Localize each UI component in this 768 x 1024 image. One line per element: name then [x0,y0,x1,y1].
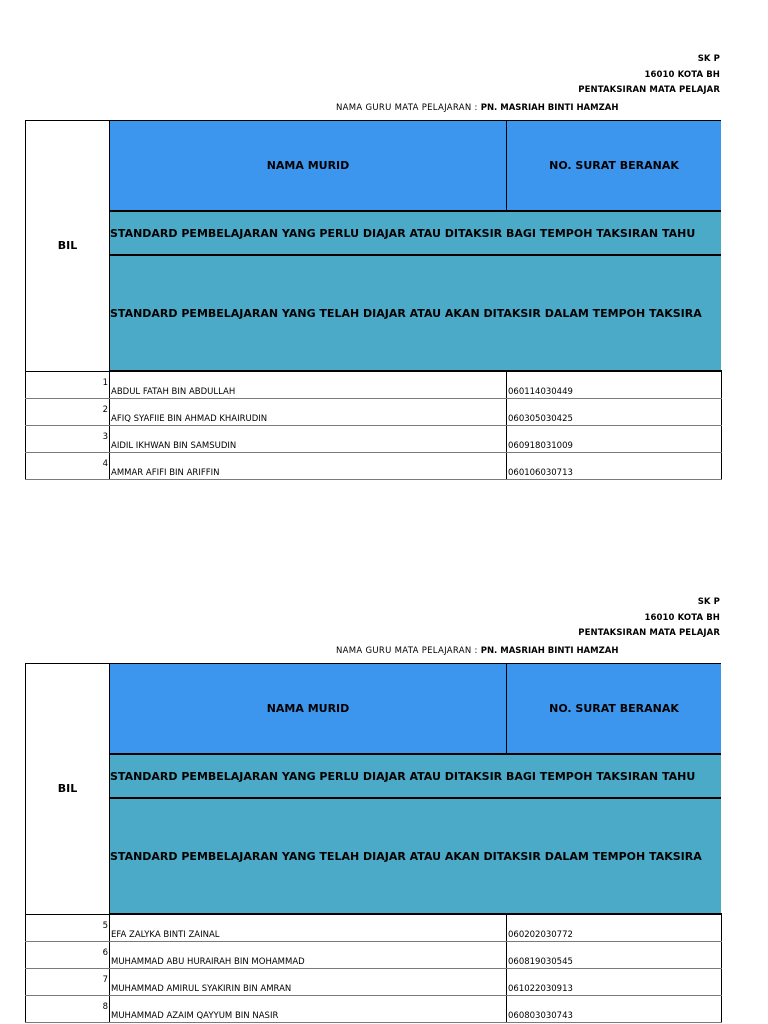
table-row[interactable] [26,942,722,969]
student-name-cell[interactable] [110,996,507,1023]
birth-cert-number: 060803030743 [508,1011,573,1021]
student-name-cell[interactable] [110,426,507,453]
birth-cert-cell[interactable] [507,969,722,996]
header-row [26,121,722,212]
standard-required-row [26,754,722,798]
birth-cert-number: 060918031009 [508,441,573,451]
standard-taught-row [26,798,722,914]
assessment-title: PENTAKSIRAN MATA PELAJAR [578,628,720,638]
row-number-cell[interactable] [26,996,110,1023]
teacher-label: NAMA GURU MATA PELAJARAN : [336,646,481,656]
standard-taught-row [26,255,722,371]
header-row [26,664,722,755]
school-name: SK P [697,597,720,607]
assessment-section-1 [0,0,768,500]
row-number: 1 [102,378,108,388]
school-address: 16010 KOTA BH [644,613,720,623]
table-row[interactable] [26,399,722,426]
column-header-bil: BIL [26,664,110,915]
column-header-surat-beranak: NO. SURAT BERANAK [507,121,722,212]
birth-cert-number: 061022030913 [508,984,573,994]
table-row[interactable] [26,426,722,453]
student-name: MUHAMMAD ABU HURAIRAH BIN MOHAMMAD [111,957,305,967]
student-name: MUHAMMAD AZAIM QAYYUM BIN NASIR [111,1011,279,1021]
student-name-cell[interactable] [110,914,507,942]
row-number-cell[interactable] [26,942,110,969]
row-number-cell[interactable] [26,371,110,399]
assessment-title: PENTAKSIRAN MATA PELAJAR [578,85,720,95]
row-number-cell[interactable] [26,399,110,426]
student-name-cell[interactable] [110,453,507,480]
student-name: AIDIL IKHWAN BIN SAMSUDIN [111,441,237,451]
student-name-cell[interactable] [110,969,507,996]
school-address: 16010 KOTA BH [644,70,720,80]
row-number: 3 [102,432,108,442]
standard-taught-banner: STANDARD PEMBELAJARAN YANG TELAH DIAJAR ATAU AKAN DITAKSIR DALAM TEMPOH TAKSIRA [110,798,722,914]
student-name-cell[interactable] [110,399,507,426]
column-header-surat-beranak: NO. SURAT BERANAK [507,664,722,755]
birth-cert-cell[interactable] [507,942,722,969]
teacher-name: PN. MASRIAH BINTI HAMZAH [480,103,619,113]
student-name: AFIQ SYAFIIE BIN AHMAD KHAIRUDIN [111,414,268,424]
birth-cert-cell[interactable] [507,399,722,426]
row-number: 4 [102,459,108,469]
student-name: EFA ZALYKA BINTI ZAINAL [111,930,220,940]
student-name: MUHAMMAD AMIRUL SYAKIRIN BIN AMRAN [111,984,292,994]
column-header-nama-murid: NAMA MURID [110,121,507,212]
assessment-section-2 [0,543,768,1024]
birth-cert-cell[interactable] [507,426,722,453]
school-name: SK P [697,54,720,64]
table-row[interactable] [26,996,722,1023]
teacher-line [336,103,618,113]
table-row[interactable] [26,914,722,942]
student-name: ABDUL FATAH BIN ABDULLAH [111,387,236,397]
row-number-cell[interactable] [26,426,110,453]
row-number: 6 [102,948,108,958]
row-number: 8 [102,1002,108,1012]
row-number: 7 [102,975,108,985]
teacher-name: PN. MASRIAH BINTI HAMZAH [480,646,619,656]
student-table [25,120,722,480]
standard-taught-banner: STANDARD PEMBELAJARAN YANG TELAH DIAJAR ATAU AKAN DITAKSIR DALAM TEMPOH TAKSIRA [110,255,722,371]
row-number: 2 [102,405,108,415]
row-number-cell[interactable] [26,969,110,996]
standard-required-banner: STANDARD PEMBELAJARAN YANG PERLU DIAJAR ATAU DITAKSIR BAGI TEMPOH TAKSIRAN TAHU [110,211,722,255]
teacher-line [336,646,618,656]
birth-cert-cell[interactable] [507,996,722,1023]
row-number-cell[interactable] [26,914,110,942]
row-number-cell[interactable] [26,453,110,480]
birth-cert-cell[interactable] [507,453,722,480]
birth-cert-number: 060819030545 [508,957,573,967]
row-number: 5 [102,921,108,931]
column-header-bil: BIL [26,121,110,372]
student-name-cell[interactable] [110,942,507,969]
table-row[interactable] [26,969,722,996]
birth-cert-cell[interactable] [507,914,722,942]
birth-cert-number: 060106030713 [508,468,573,478]
birth-cert-number: 060305030425 [508,414,573,424]
birth-cert-number: 060114030449 [508,387,573,397]
student-table [25,663,722,1023]
teacher-label: NAMA GURU MATA PELAJARAN : [336,103,481,113]
birth-cert-number: 060202030772 [508,930,573,940]
standard-required-banner: STANDARD PEMBELAJARAN YANG PERLU DIAJAR ATAU DITAKSIR BAGI TEMPOH TAKSIRAN TAHU [110,754,722,798]
column-header-nama-murid: NAMA MURID [110,664,507,755]
standard-required-row [26,211,722,255]
student-name: AMMAR AFIFI BIN ARIFFIN [111,468,220,478]
table-row[interactable] [26,453,722,480]
birth-cert-cell[interactable] [507,371,722,399]
table-row[interactable] [26,371,722,399]
student-name-cell[interactable] [110,371,507,399]
